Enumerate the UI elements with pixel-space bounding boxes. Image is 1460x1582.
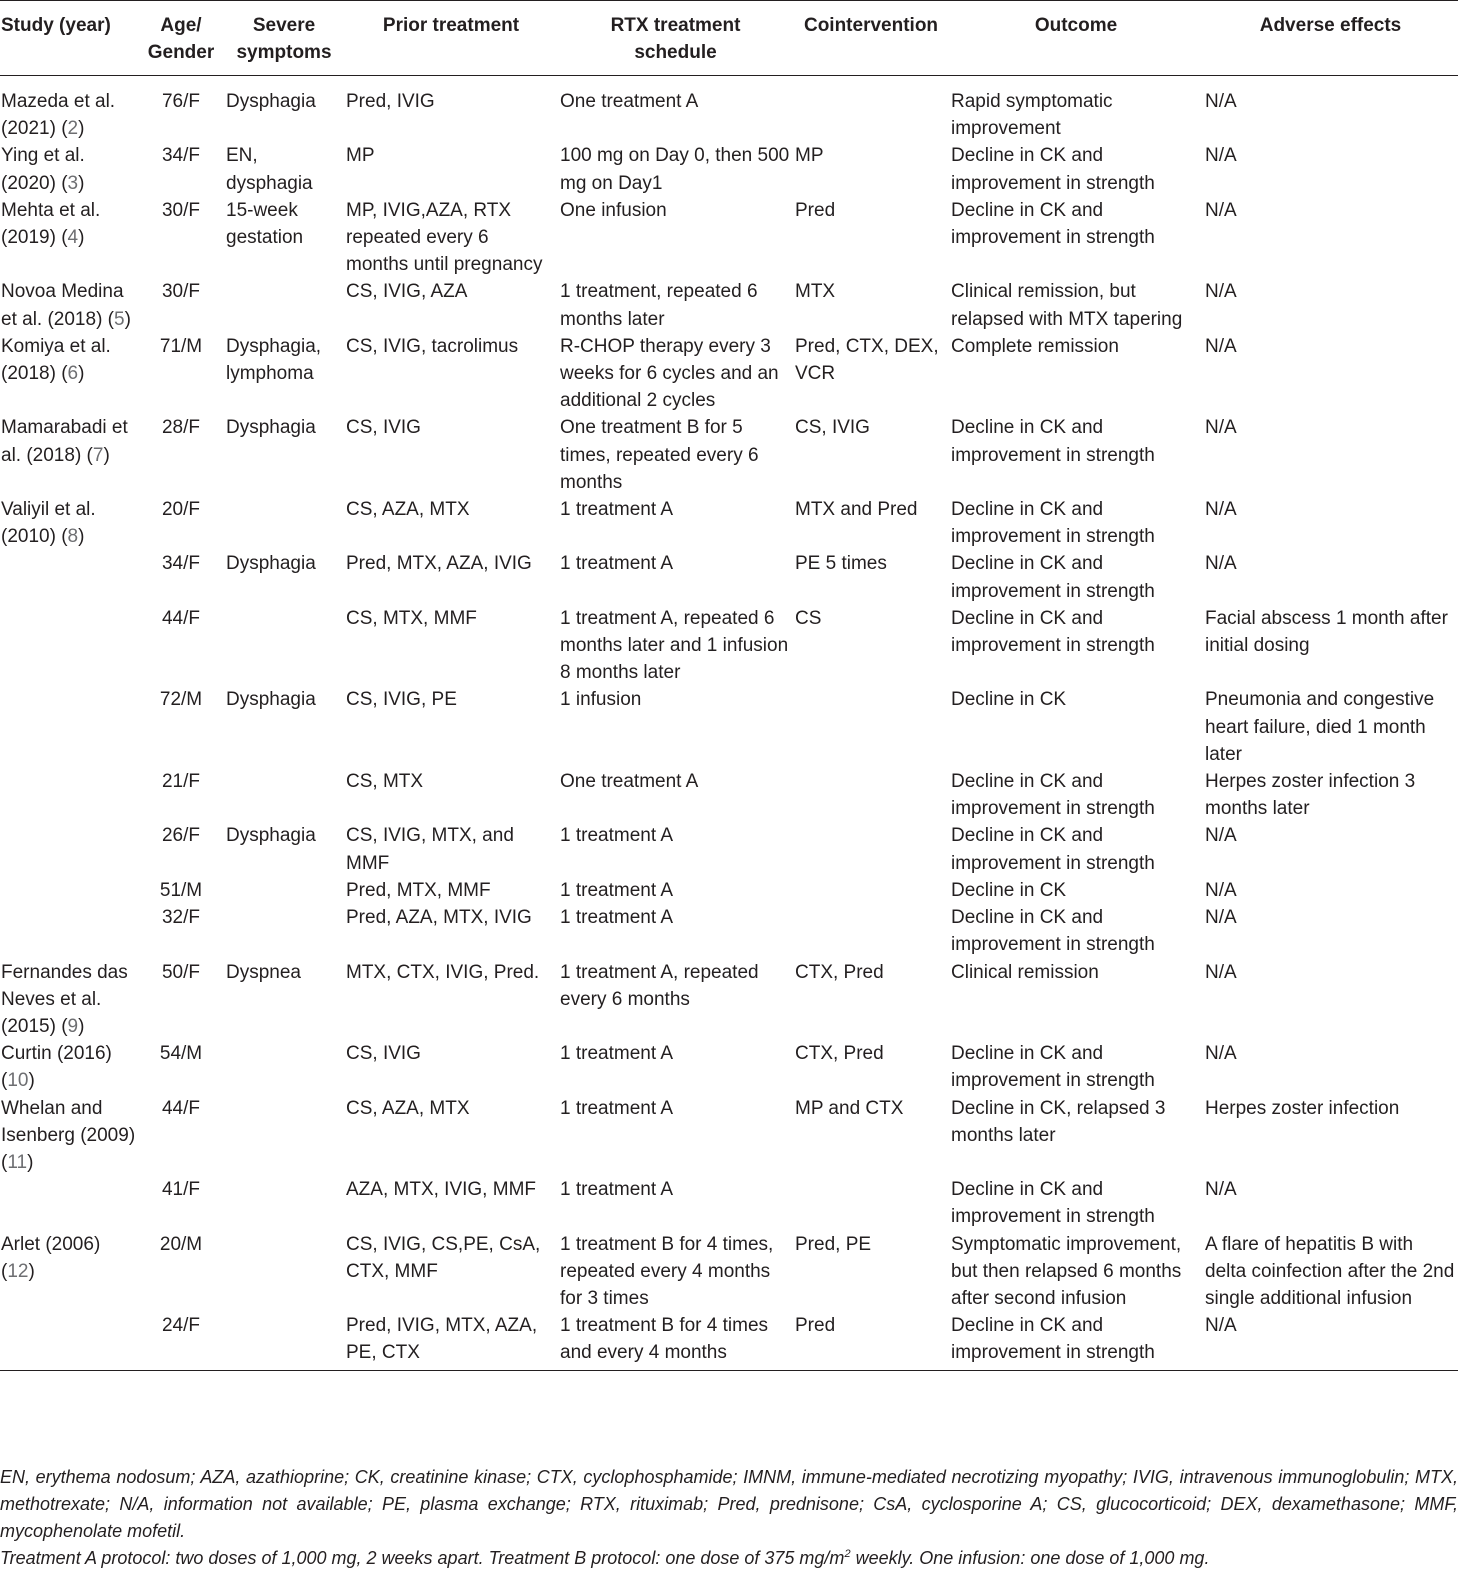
header-adverse-effects: Adverse effects <box>1203 1 1458 76</box>
table-row <box>0 76 1458 143</box>
header-cointervention: Cointervention <box>793 1 949 76</box>
cell-adverse-effects: N/A <box>1205 199 1237 221</box>
cell-adverse-effects: N/A <box>1205 553 1237 575</box>
study-name: Arlet (2006) <box>1 1233 101 1255</box>
reference-link[interactable]: 10 <box>7 1070 29 1092</box>
table-row <box>0 1312 1458 1370</box>
header-prior-treatment: Prior treatment <box>344 1 558 76</box>
cell-prior-treatment: Pred, IVIG <box>346 91 435 112</box>
cell-prior-treatment: CS, IVIG, CS,PE, CsA, CTX, MMF <box>346 1233 541 1282</box>
table-row <box>0 1231 1458 1313</box>
cell-study: Arlet (2006) (12) <box>1 1233 101 1282</box>
study-name: Mehta et al. (2019) <box>1 199 101 249</box>
cell-prior-treatment: MTX, CTX, IVIG, Pred. <box>346 961 540 983</box>
study-name: Ying et al. (2020) <box>1 145 85 194</box>
table-row <box>0 414 1458 496</box>
cell-prior-treatment: CS, AZA, MTX <box>346 1097 470 1119</box>
cell-age-gender: 41/F <box>161 1179 201 1201</box>
cell-adverse-effects: Pneumonia and congestive heart failure, died 1 month later <box>1205 689 1435 765</box>
cell-age-gender: 44/F <box>161 1097 201 1119</box>
cell-adverse-effects: N/A <box>1205 961 1237 983</box>
cell-severe-symptoms: Dysphagia, lymphoma <box>226 335 322 385</box>
cell-rtx-schedule: 1 treatment A <box>560 907 674 929</box>
cell-adverse-effects: N/A <box>1205 417 1237 439</box>
cell-outcome: Decline in CK and improvement in strength <box>951 825 1155 874</box>
header-outcome: Outcome <box>949 1 1203 76</box>
table-row <box>0 904 1458 958</box>
cell-study <box>0 1176 138 1230</box>
table-row <box>0 605 1458 687</box>
cell-rtx-schedule: 1 infusion <box>560 689 642 711</box>
cell-rtx-schedule: 1 treatment A <box>560 1097 674 1119</box>
cell-prior-treatment: Pred, AZA, MTX, IVIG <box>346 907 532 929</box>
cell-outcome: Decline in CK and improvement in strength <box>951 607 1155 657</box>
study-name: Fernandes das Neves et al. (2015) <box>1 961 128 1037</box>
cell-rtx-schedule: 1 treatment B for 4 times and every 4 months <box>558 1312 793 1370</box>
cell-outcome: Symptomatic improvement, but then relapsed 6 months after second infusion <box>951 1233 1182 1309</box>
cell-severe-symptoms <box>224 768 344 822</box>
cell-study: Curtin (2016) (10) <box>1 1043 112 1092</box>
cell-cointervention: MP <box>795 145 824 167</box>
cell-severe-symptoms <box>224 496 344 550</box>
protocol-text: Treatment A protocol: two doses of 1,000 mg, 2 weeks apart. Treatment B protocol: one dose of 375 mg/m <box>0 1548 845 1568</box>
cell-severe-symptoms: Dysphagia <box>226 91 316 112</box>
cell-adverse-effects: A flare of hepatitis B with delta coinfection after the 2nd single additional infusion <box>1205 1233 1455 1309</box>
study-name: Mamarabadi et al. (2018) <box>1 417 128 466</box>
cell-cointervention: PE 5 times <box>795 553 887 575</box>
cell-prior-treatment: CS, AZA, MTX <box>346 499 470 521</box>
reference-link[interactable]: 2 <box>67 118 79 140</box>
cell-adverse-effects: Herpes zoster infection 3 months later <box>1205 771 1416 820</box>
table-row <box>0 822 1458 876</box>
cell-adverse-effects: N/A <box>1205 825 1237 847</box>
header-rtx-schedule: RTX treatment schedule <box>558 1 793 76</box>
cell-outcome: Decline in CK and improvement in strength <box>951 1043 1155 1092</box>
cell-severe-symptoms: EN, dysphagia <box>226 145 313 194</box>
cell-study: Mamarabadi et al. (2018) (7) <box>1 417 128 466</box>
cell-outcome: Decline in CK and improvement in strength <box>951 771 1155 820</box>
cell-severe-symptoms: 15-week gestation <box>226 199 304 249</box>
cell-rtx-schedule: One infusion <box>560 199 667 221</box>
cell-adverse-effects: N/A <box>1205 335 1237 357</box>
reference-link[interactable]: 5 <box>114 308 125 330</box>
cell-study: Novoa Medina et al. (2018) (5) <box>1 281 131 330</box>
abbreviations-note: EN, erythema nodosum; AZA, azathioprine; CK, creatinine kinase; CTX, cyclophosphamide; IMNM, immune-mediated necrotizing myopathy; IVIG, intravenous immunoglobulin; MTX, methotrexate; N/A, information not available; PE, plasma exchange; RTX, rituximab; Pred, prednisone; CsA, cyclosporine A; CS, glucocorticoid; DEX, dexamethasone; MMF, mycophenolate mofetil. <box>0 1467 1458 1541</box>
cell-study: Fernandes das Neves et al. (2015) (9) <box>1 961 128 1037</box>
cell-cointervention: CS <box>795 607 822 629</box>
cell-prior-treatment: CS, MTX <box>346 771 424 793</box>
cell-severe-symptoms <box>224 605 344 687</box>
cell-age-gender: 76/F <box>161 91 201 112</box>
table-body <box>0 76 1458 1371</box>
cell-severe-symptoms <box>224 1176 344 1230</box>
cell-age-gender: 20/M <box>159 1233 203 1255</box>
cell-cointervention: MTX <box>795 281 836 303</box>
cell-age-gender: 34/F <box>161 553 201 575</box>
reference-link[interactable]: 6 <box>67 363 79 385</box>
cell-outcome: Decline in CK <box>951 689 1067 711</box>
header-study: Study (year) <box>0 1 138 76</box>
cell-age-gender: 21/F <box>161 771 201 793</box>
table-row <box>0 1176 1458 1230</box>
reference-link[interactable]: 12 <box>7 1260 29 1282</box>
cell-outcome: Clinical remission, but relapsed with MTX tapering <box>951 281 1183 330</box>
cell-age-gender: 50/F <box>161 961 201 983</box>
cell-study <box>0 768 138 822</box>
cell-outcome: Decline in CK and improvement in strength <box>951 499 1155 548</box>
cell-age-gender: 72/M <box>159 689 203 711</box>
study-name: Mazeda et al. (2021) <box>1 91 116 140</box>
cell-prior-treatment: CS, MTX, MMF <box>346 607 477 629</box>
protocol-text-end: weekly. One infusion: one dose of 1,000 mg. <box>850 1548 1210 1568</box>
header-age-gender: Age/ Gender <box>138 1 224 76</box>
cell-cointervention: MTX and Pred <box>795 499 918 521</box>
cell-severe-symptoms <box>224 904 344 958</box>
cell-rtx-schedule: 1 treatment A <box>560 499 674 521</box>
cell-rtx-schedule: 100 mg on Day 0, then 500 mg on Day1 <box>560 145 790 194</box>
cell-cointervention: CS, IVIG <box>795 417 870 439</box>
cell-severe-symptoms: Dyspnea <box>226 961 301 983</box>
cell-study <box>0 686 138 768</box>
cell-rtx-schedule: One treatment A <box>560 771 699 793</box>
study-name: Valiyil et al. (2010) <box>1 499 96 548</box>
cell-study <box>0 877 138 904</box>
cell-cointervention <box>793 822 949 876</box>
cell-adverse-effects: Herpes zoster infection <box>1205 1097 1400 1119</box>
cell-cointervention <box>793 904 949 958</box>
cell-adverse-effects: N/A <box>1205 1179 1237 1201</box>
reference-link[interactable]: 4 <box>67 227 79 249</box>
table-row <box>0 1095 1458 1177</box>
table-header <box>0 1 1458 76</box>
cell-severe-symptoms <box>224 278 344 332</box>
table-row <box>0 496 1458 550</box>
cell-outcome: Decline in CK, relapsed 3 months later <box>951 1097 1166 1146</box>
cell-study <box>0 605 138 687</box>
cell-rtx-schedule: 1 treatment, repeated 6 months later <box>560 281 758 330</box>
table-row <box>0 768 1458 822</box>
table-row <box>0 333 1458 415</box>
cell-cointervention <box>793 768 949 822</box>
reference-link[interactable]: 7 <box>92 444 104 466</box>
cell-prior-treatment: CS, IVIG, PE <box>346 689 457 711</box>
cell-study: Valiyil et al. (2010) (8) <box>1 499 96 548</box>
cell-prior-treatment: AZA, MTX, IVIG, MMF <box>346 1179 536 1201</box>
table-row <box>0 686 1458 768</box>
cell-prior-treatment: Pred, MTX, MMF <box>346 879 491 901</box>
cell-cointervention: Pred <box>793 1312 949 1370</box>
cell-age-gender: 20/F <box>161 499 201 521</box>
cell-prior-treatment: CS, IVIG <box>346 417 421 439</box>
cell-cointervention: Pred, PE <box>795 1233 872 1255</box>
cell-prior-treatment: Pred, IVIG, MTX, AZA, PE, CTX <box>344 1312 558 1370</box>
cell-severe-symptoms <box>224 877 344 904</box>
study-name: Novoa Medina et al. (2018) <box>1 281 124 330</box>
cell-outcome: Decline in CK and improvement in strength <box>951 417 1155 466</box>
cell-age-gender: 24/F <box>138 1312 224 1370</box>
cell-outcome: Rapid symptomatic improvement <box>951 91 1113 140</box>
cell-study: Ying et al. (2020) (3) <box>1 145 85 194</box>
cell-cointervention: CTX, Pred <box>795 1043 884 1065</box>
cell-outcome: Decline in CK and improvement in strength <box>951 907 1155 956</box>
cell-rtx-schedule: 1 treatment A <box>560 1179 674 1201</box>
cell-study <box>0 904 138 958</box>
cell-study <box>0 550 138 604</box>
cell-study: Mazeda et al. (2021) (2) <box>1 91 116 140</box>
cell-age-gender: 44/F <box>161 607 201 629</box>
cell-adverse-effects: N/A <box>1205 907 1237 929</box>
cell-cointervention <box>793 877 949 904</box>
cell-rtx-schedule: 1 treatment B for 4 times, repeated every 4 months for 3 times <box>560 1233 774 1309</box>
cell-outcome: Clinical remission <box>951 961 1099 983</box>
cell-outcome: Complete remission <box>951 335 1119 357</box>
cell-cointervention: CTX, Pred <box>795 961 884 983</box>
cell-severe-symptoms: Dysphagia <box>226 689 316 711</box>
cell-study: Komiya et al. (2018) (6) <box>1 335 111 385</box>
cell-prior-treatment: CS, IVIG, tacrolimus <box>346 335 519 357</box>
cell-rtx-schedule: 1 treatment A <box>560 825 674 847</box>
cell-adverse-effects: N/A <box>1205 1043 1237 1065</box>
table-footnotes <box>0 1464 1458 1572</box>
cell-age-gender: 30/F <box>161 281 201 303</box>
cell-outcome: Decline in CK and improvement in strength <box>951 199 1155 249</box>
reference-link[interactable]: 11 <box>7 1151 28 1173</box>
cell-study: Whelan and Isenberg (2009) (11) <box>1 1097 136 1173</box>
cell-severe-symptoms <box>224 1312 344 1370</box>
cell-adverse-effects: N/A <box>1205 281 1237 303</box>
cell-outcome: Decline in CK and improvement in strength <box>951 145 1155 194</box>
cell-outcome: Decline in CK and improvement in strength <box>951 1179 1155 1228</box>
cell-age-gender: 26/F <box>161 825 201 847</box>
table-row <box>0 278 1458 332</box>
cell-age-gender: 30/F <box>161 199 201 221</box>
cell-prior-treatment: MP <box>346 145 375 167</box>
protocol-note <box>0 1545 1458 1572</box>
table-row <box>0 550 1458 604</box>
table-row <box>0 197 1458 279</box>
cell-adverse-effects: N/A <box>1205 499 1237 521</box>
study-name: Curtin (2016) <box>1 1043 112 1065</box>
cell-rtx-schedule: One treatment B for 5 times, repeated every 6 months <box>560 417 759 493</box>
cell-prior-treatment: Pred, MTX, AZA, IVIG <box>346 553 532 575</box>
cell-severe-symptoms <box>224 1231 344 1313</box>
cell-adverse-effects: N/A <box>1203 1312 1458 1370</box>
cell-rtx-schedule: 1 treatment A, repeated every 6 months <box>560 961 759 1010</box>
cell-severe-symptoms: Dysphagia <box>226 825 316 847</box>
cell-age-gender: 54/M <box>159 1043 203 1065</box>
study-name: Komiya et al. (2018) <box>1 335 111 385</box>
cell-cointervention: Pred, CTX, DEX, VCR <box>795 335 939 385</box>
cell-study <box>0 1312 138 1370</box>
cell-rtx-schedule: 1 treatment A, repeated 6 months later and 1 infusion 8 months later <box>560 607 789 684</box>
study-name: Whelan and Isenberg (2009) <box>1 1097 136 1146</box>
cell-age-gender: 71/M <box>159 335 203 357</box>
cell-outcome: Decline in CK <box>951 879 1067 901</box>
cell-severe-symptoms: Dysphagia <box>226 553 316 575</box>
cell-study: Mehta et al. (2019) (4) <box>1 199 101 249</box>
reference-link[interactable]: 8 <box>67 526 79 548</box>
cell-cointervention <box>793 76 949 143</box>
cell-prior-treatment: MP, IVIG,AZA, RTX repeated every 6 months until pregnancy <box>346 199 543 276</box>
table-row <box>0 1040 1458 1094</box>
cell-age-gender: 34/F <box>161 145 201 167</box>
cell-adverse-effects: N/A <box>1205 91 1237 112</box>
cell-rtx-schedule: 1 treatment A <box>560 879 674 901</box>
cell-cointervention <box>793 1176 949 1230</box>
cell-cointervention: MP and CTX <box>795 1097 904 1119</box>
cell-rtx-schedule: R-CHOP therapy every 3 weeks for 6 cycles and an additional 2 cycles <box>560 335 779 412</box>
cell-severe-symptoms <box>224 1095 344 1177</box>
cell-outcome: Decline in CK and improvement in strength <box>951 553 1155 602</box>
cell-severe-symptoms <box>224 1040 344 1094</box>
cell-severe-symptoms: Dysphagia <box>226 417 316 439</box>
cell-rtx-schedule: 1 treatment A <box>560 1043 674 1065</box>
reference-link[interactable]: 9 <box>67 1015 79 1037</box>
cell-prior-treatment: CS, IVIG <box>346 1043 421 1065</box>
cell-rtx-schedule: One treatment A <box>560 91 699 112</box>
header-severe-symptoms: Severe symptoms <box>224 1 344 76</box>
cell-prior-treatment: CS, IVIG, MTX, and MMF <box>346 825 514 874</box>
table-row <box>0 959 1458 1041</box>
cell-study <box>0 822 138 876</box>
reference-link[interactable]: 3 <box>67 172 79 194</box>
table-row <box>0 142 1458 196</box>
cell-age-gender: 32/F <box>161 907 201 929</box>
cell-age-gender: 51/M <box>159 879 203 901</box>
cell-outcome: Decline in CK and improvement in strength <box>949 1312 1203 1370</box>
cell-adverse-effects: N/A <box>1205 145 1237 167</box>
cell-adverse-effects: N/A <box>1205 879 1237 901</box>
table-row <box>0 877 1458 904</box>
cell-prior-treatment: CS, IVIG, AZA <box>346 281 468 303</box>
cell-cointervention <box>793 686 949 768</box>
cell-rtx-schedule: 1 treatment A <box>560 553 674 575</box>
cell-adverse-effects: Facial abscess 1 month after initial dosing <box>1205 607 1448 657</box>
cell-age-gender: 28/F <box>161 417 201 439</box>
superscript: 2 <box>844 1548 851 1560</box>
cell-cointervention: Pred <box>795 199 836 221</box>
